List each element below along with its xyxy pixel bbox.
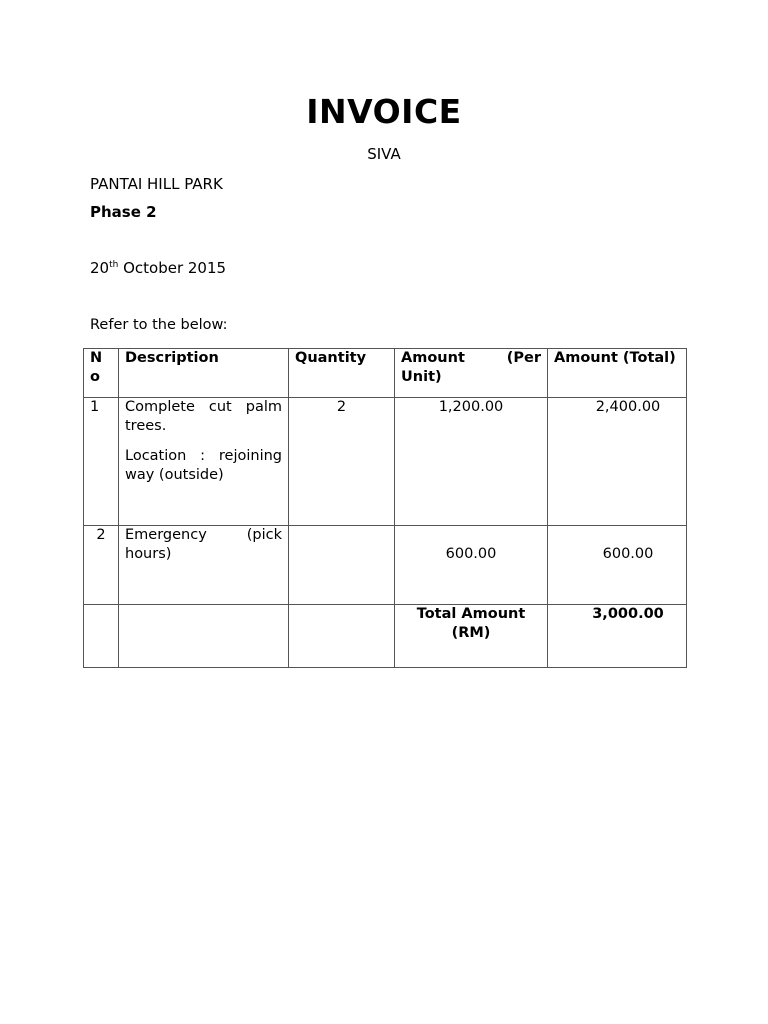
row-no: 1: [84, 398, 119, 526]
intro-text: Refer to the below:: [90, 317, 228, 333]
header-quantity: Quantity: [289, 349, 395, 398]
date-day: 20: [90, 259, 110, 277]
invoice-date: [90, 259, 226, 277]
table-row: [84, 526, 687, 605]
table-header-row: [84, 349, 687, 398]
invoice-subtitle: SIVA: [367, 145, 401, 163]
total-label: Total Amount (RM): [395, 605, 548, 668]
table-row: [84, 398, 687, 526]
total-empty-description: [119, 605, 289, 668]
total-empty-no: [84, 605, 119, 668]
date-rest: October 2015: [118, 259, 227, 277]
client-name: PANTAI HILL PARK: [90, 175, 223, 193]
header-no: N o: [84, 349, 119, 398]
row-no: 2: [84, 526, 119, 605]
total-empty-quantity: [289, 605, 395, 668]
header-amount-unit: Amount (Per Unit): [395, 349, 548, 398]
row-description-main: Complete cut palm trees.: [125, 399, 282, 434]
invoice-table: [83, 348, 687, 668]
row-description-location: Location : rejoining way (outside): [125, 448, 282, 483]
row-amount-unit: 600.00: [395, 526, 548, 605]
row-description: [119, 398, 289, 526]
row-description-main: Emergency (pick hours): [125, 527, 282, 562]
date-suffix: th: [109, 260, 119, 270]
header-description: Description: [119, 349, 289, 398]
table-total-row: [84, 605, 687, 668]
row-amount-total: 600.00: [548, 526, 687, 605]
total-value: 3,000.00: [548, 605, 687, 668]
invoice-title: INVOICE: [306, 92, 462, 131]
row-quantity: 2: [289, 398, 395, 526]
header-amount-total: Amount (Total): [548, 349, 687, 398]
row-amount-total: 2,400.00: [548, 398, 687, 526]
row-description: [119, 526, 289, 605]
row-amount-unit: 1,200.00: [395, 398, 548, 526]
client-phase: Phase 2: [90, 203, 157, 221]
row-quantity: [289, 526, 395, 605]
